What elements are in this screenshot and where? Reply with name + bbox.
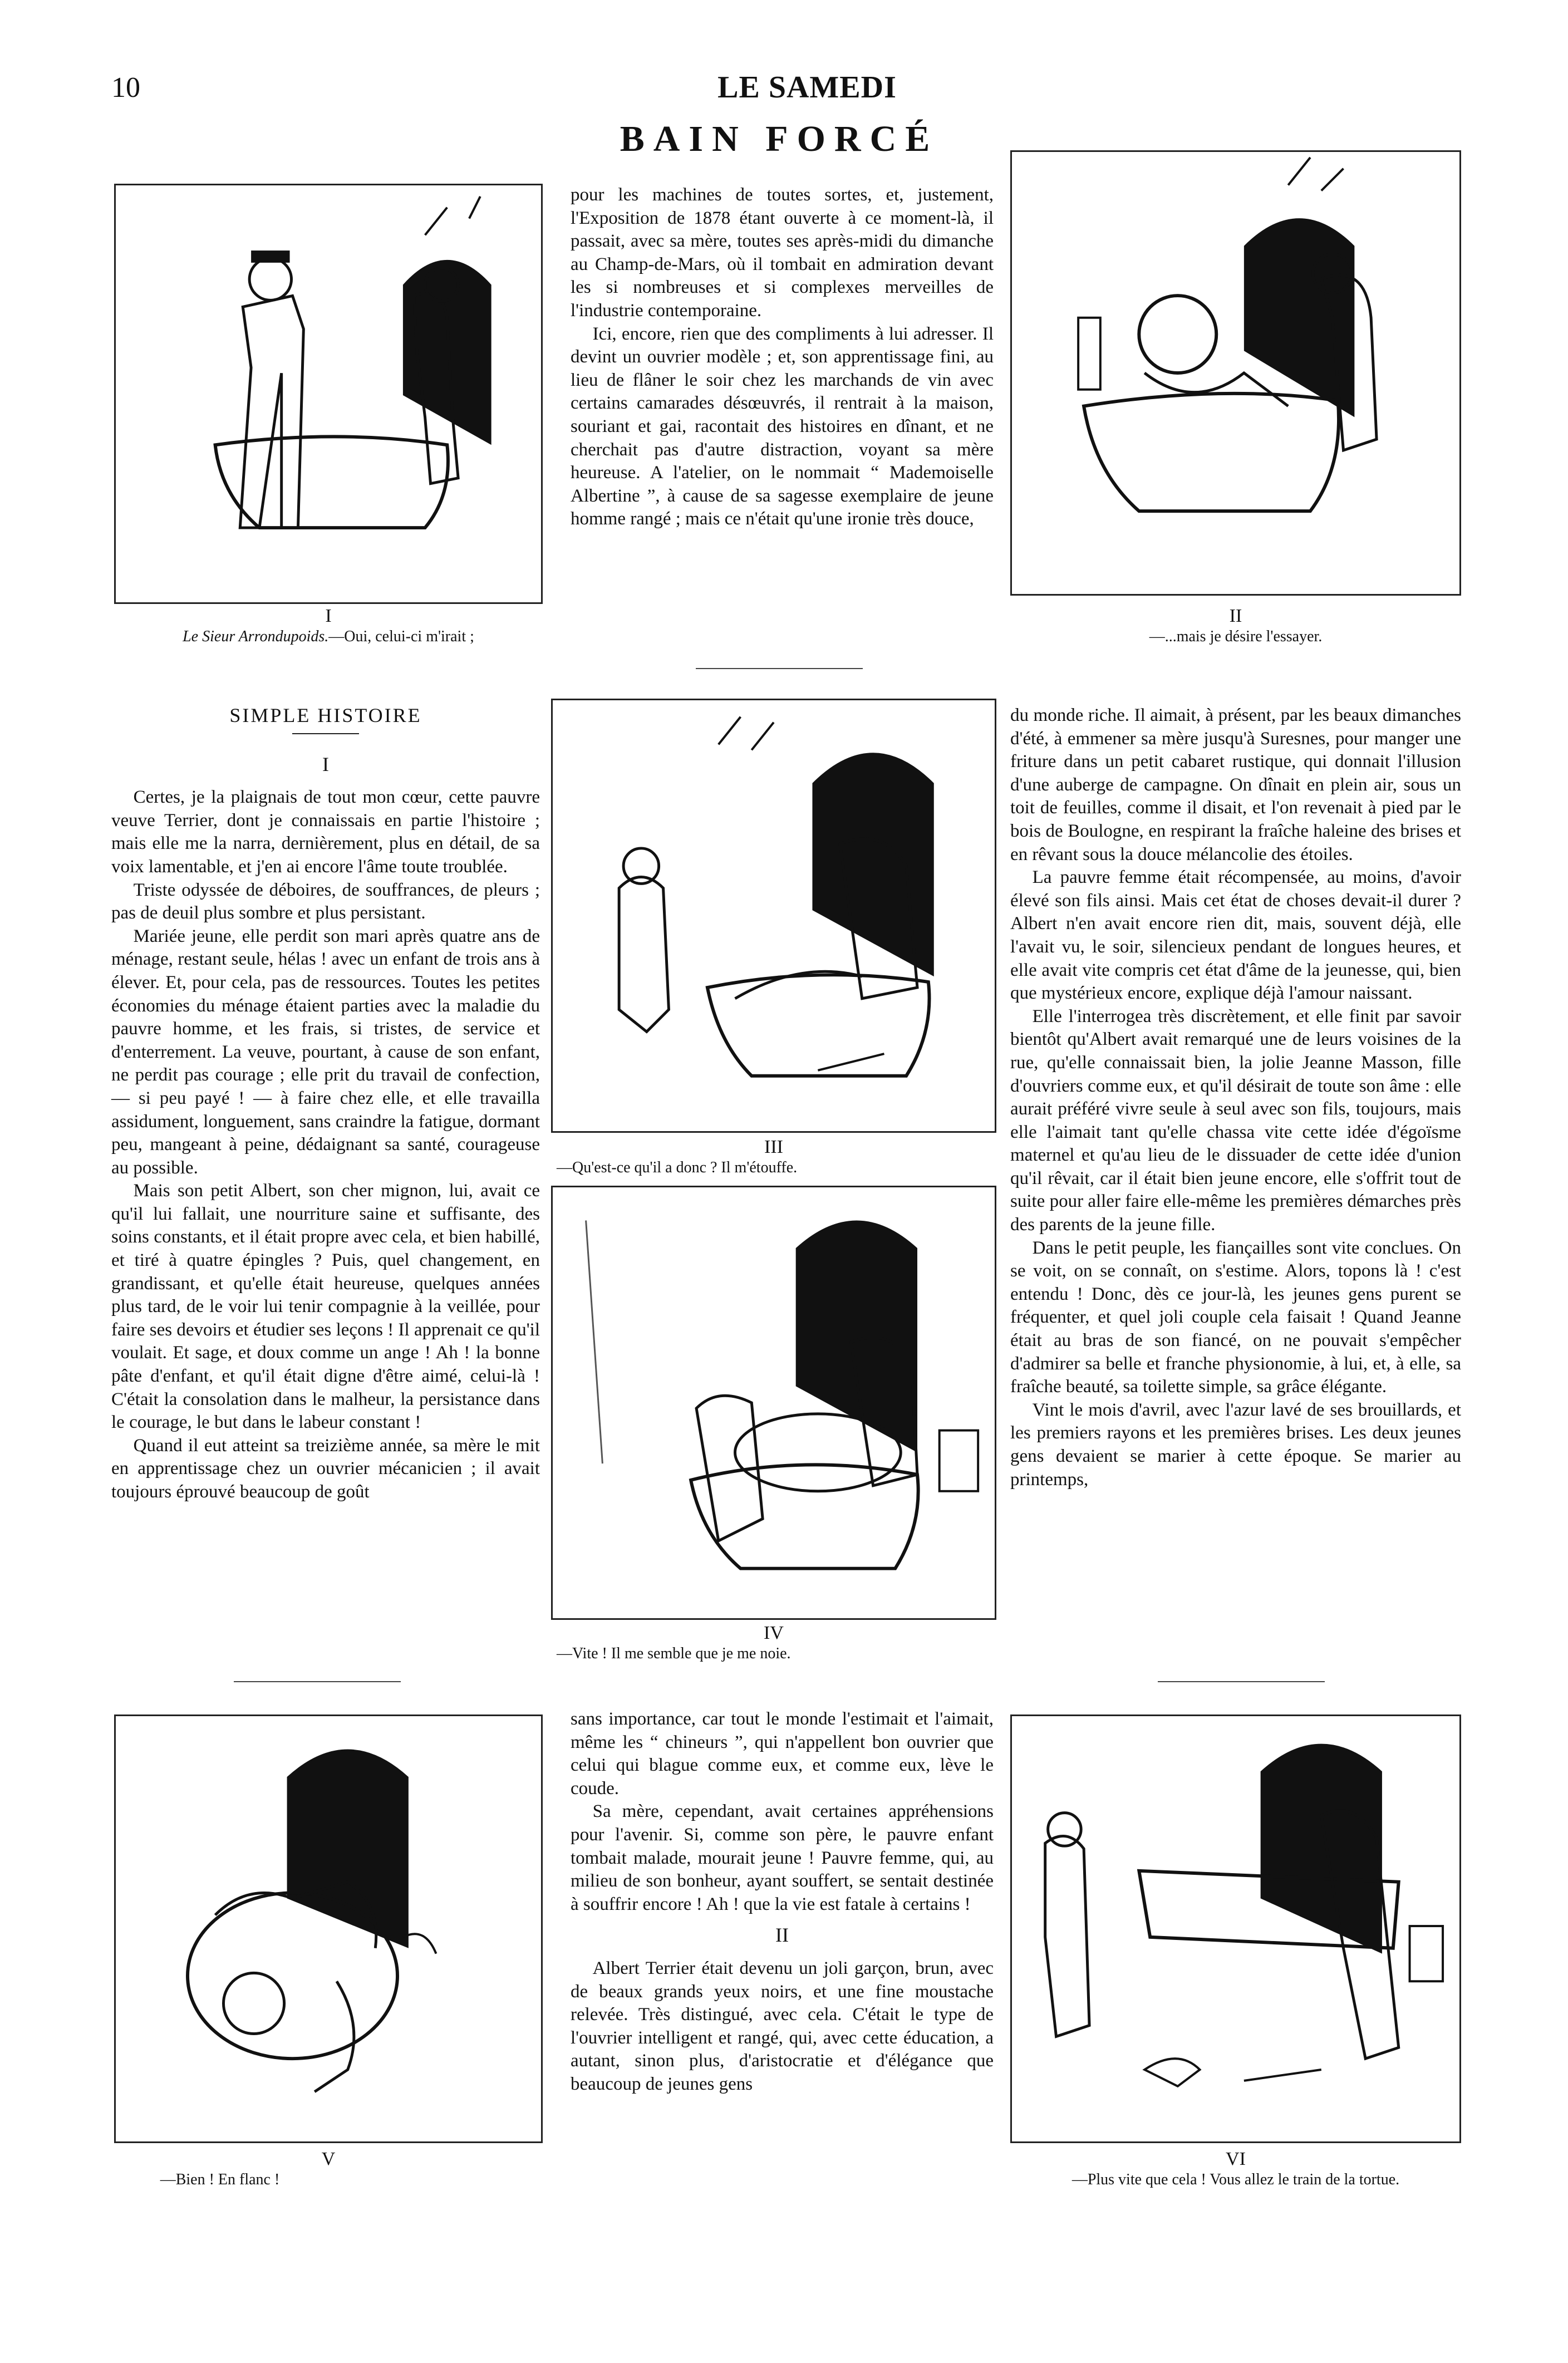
- paragraph: Triste odyssée de déboires, de souffrances, de pleurs ; pas de deuil plus sombre et plus persistant.: [111, 880, 540, 923]
- section-number-2: II: [775, 1924, 789, 1947]
- section-number-1: I: [322, 753, 329, 775]
- story-title: SIMPLE HISTOIRE: [229, 704, 422, 726]
- illustration-panel-4: [551, 1186, 996, 1620]
- panel-4-number: IV: [764, 1623, 784, 1643]
- illustration-panel-2: [1010, 150, 1461, 596]
- paragraph: pour les machines de toutes sortes, et, justement, l'Exposition de 1878 étant ouverte à ce moment-là, il passait, avec sa mère, toutes ses après-midi du dimanche au Champ-de-Mars, où il tombait en admiration devant les si nombreuses et si complexes merveilles de l'industrie contemporaine.: [571, 185, 994, 321]
- paragraph: Albert Terrier était devenu un joli garçon, brun, avec de beaux grands yeux noirs, et une fine moustache relevée. Très distingué, avec cela. C'était le type de l'ouvrier intelligent et rangé, qui, avec cette éducation, a autant, sinon plus, d'aristocratie et d'élégance que beaucoup de jeunes gens: [571, 1958, 994, 2094]
- panel-1-number: I: [325, 606, 332, 626]
- section-rule: [696, 668, 863, 669]
- paragraph: La pauvre femme était récompensée, au moins, d'avoir élevé son fils ainsi. Mais cet état de choses devait-il durer ? Albert n'en avait encore rien dit, mais, souvent déjà, elle l'avait vu, le soir, silencieux pendant de longues heures, et elle avait vite compris cet état d'âme de la jeunesse, qui, bien que mystérieux encore, explique déjà l'amour naissant.: [1010, 867, 1461, 1004]
- panel-2-number: II: [1229, 606, 1242, 626]
- paragraph: Elle l'interrogea très discrètement, et elle finit par savoir bientôt qu'Albert avait remarqué une de leurs voisines de la rue, qu'elle connaissait bien, la jolie Jeanne Masson, fille d'ouvriers comme eux, et qu'il désirait de toute son âme : elle aurait préféré vivre seule à seul avec son fils, toujours, mais elle l'aimait tant qu'elle chassa vite cette idée d'égoïsme maternel et qu'au lieu de le dissuader de cette idée d'union qu'il rêvait, car il était bien jeune encore, elle s'offrit tout de suite pour aller faire elle-même les premières démarches près des parents de la jeune fille.: [1010, 1006, 1461, 1235]
- illustration-panel-6: [1010, 1714, 1461, 2143]
- paragraph: Dans le petit peuple, les fiançailles sont vite conclues. On se voit, on se connaît, on s'estime. Alors, topons là ! c'est entendu ! Donc, dès ce jour-là, les jeunes gens purent se fréquenter, et quel joli couple cela faisait ! Quand Jeanne était au bras de son fiancé, on ne pouvait s'empêcher d'admirer sa belle et franche physionomie, à lui, et, à elle, sa fraîche beauté, sa toilette simple, sa grâce élégante.: [1010, 1237, 1461, 1397]
- panel-3-number: III: [764, 1137, 783, 1157]
- panel-1-caption-line: —Oui, celui-ci m'irait ;: [328, 628, 474, 645]
- illustration-panel-3: [551, 699, 996, 1133]
- paragraph: Quand il eut atteint sa treizième année, sa mère le mit en apprentissage chez un ouvrier mécanicien ; il avait toujours éprouvé beaucoup de goût: [111, 1435, 540, 1502]
- drowning-bath-drawing: [553, 1187, 995, 1618]
- feature-title: BAIN FORCÉ: [620, 119, 939, 159]
- panel-1-caption: [114, 628, 543, 646]
- illustration-panel-5: [114, 1714, 543, 2143]
- panel-5-caption: —Bien ! En flanc !: [160, 2171, 280, 2188]
- section-rule: [234, 1681, 401, 1682]
- paragraph: Certes, je la plaignais de tout mon cœur, cette pauvre veuve Terrier, dont je connaissais en partie l'histoire ; mais elle me la narra, dernièrement, plus en détail, de sa voix lamentable, et j'en ai encore l'âme toute troublée.: [111, 787, 540, 877]
- paragraph: sans importance, car tout le monde l'estimait et l'aimait, même les “ chineurs ”, qui n'appellent bon ouvrier que celui qui blague comme eux, et comme eux, lève le coude.: [571, 1709, 994, 1799]
- panel-5-number: V: [321, 2149, 336, 2169]
- panel-4-caption: —Vite ! Il me semble que je me noie.: [557, 1645, 791, 1662]
- flank-bath-drawing: [116, 1716, 541, 2141]
- section-rule: [1158, 1681, 1325, 1682]
- paragraph: Ici, encore, rien que des compliments à lui adresser. Il devint un ouvrier modèle ; et, son apprentissage fini, au lieu de flâner le soir chez les marchands de vin avec certains camarades désœuvrés, il rentrait à la maison, souriant et gai, racontait des histoires en dînant, et ne cherchait pas d'autre distraction, voyant sa mère heureuse. A l'atelier, on le nommait “ Mademoiselle Albertine ”, à cause de sa sagesse exemplaire de jeune homme rangé ; mais ce n'était qu'une ironie très douce,: [571, 323, 994, 529]
- panel-3-caption: —Qu'est-ce qu'il a donc ? Il m'étouffe.: [557, 1159, 798, 1176]
- stuck-in-bath-drawing: [553, 700, 995, 1131]
- paragraph: Mariée jeune, elle perdit son mari après quatre ans de ménage, restant seule, hélas ! avec un enfant de trois ans à élever. Et, pour cela, pas de ressources. Toutes les petites économies du ménage étaient parties avec la maladie du pauvre homme, et les frais, si tristes, de service et d'enterrement. La veuve, pourtant, à cause de son enfant, ne perdit pas courage ; elle prit du travail de confection, — si peu payé ! — à faire chez elle, et elle travailla assidument, longuement, sans craindre la fatigue, dormant peu, mangeant à peine, dédaignant sa santé, courageuse au possible.: [111, 926, 540, 1178]
- paragraph: Vint le mois d'avril, avec l'azur lavé de ses brouillards, et les premiers rayons et les premières brises. Les deux jeunes gens devaient se marier à cette époque. Se marier au printemps,: [1010, 1399, 1461, 1490]
- panel-1-caption-speaker: Le Sieur Arrondupoids.: [183, 628, 329, 645]
- paragraph: Mais son petit Albert, son cher mignon, lui, avait ce qu'il lui fallait, une nourriture saine et suffisante, des soins constants, et il était propre avec cela, et bien habillé, et tiré à quatre épingles ? Puis, quel changement, en grandissant, et qu'elle était heureuse, quelques années plus tard, de le voir lui tenir compagnie à la veillée, pour faire ses devoirs et étudier ses leçons ! Il apprenait ce qu'il voulait. Et sage, et doux comme un ange ! Ah ! la bonne pâte d'enfant, et qu'il était digne d'être aimé, celui-là ! C'était la consolation dans le malheur, la persistance dans le courage, le but dans le labeur constant !: [111, 1181, 540, 1433]
- page-number: 10: [111, 72, 140, 104]
- carrying-bath-drawing: [1012, 1716, 1459, 2141]
- paragraph: Sa mère, cependant, avait certaines appréhensions pour l'avenir. Si, comme son père, le pauvre enfant tombait malade, mourait jeune ! Pauvre femme, qui, au milieu de son bonheur, ayant souffert, se sentait destinée à souffrir encore ! Ah ! que la vie est fatale à certains !: [571, 1801, 994, 1914]
- panel-6-number: VI: [1226, 2149, 1246, 2169]
- story-left-column: [111, 704, 540, 1504]
- panel-6-caption: —Plus vite que cela ! Vous allez le train de la tortue.: [1071, 2171, 1400, 2188]
- bath-fitting-drawing: [1012, 152, 1459, 594]
- bath-shop-drawing: [116, 185, 541, 602]
- story-bottom-center-column: [571, 1708, 994, 2096]
- running-title: LE SAMEDI: [717, 70, 897, 105]
- story-right-column: [1010, 704, 1461, 1491]
- title-rule: [292, 733, 359, 734]
- panel-2-caption: —...mais je désire l'essayer.: [1149, 628, 1323, 645]
- story-top-center-column: [571, 184, 994, 531]
- paragraph: du monde riche. Il aimait, à présent, par les beaux dimanches d'été, à emmener sa mère jusqu'à Suresnes, pour manger une friture dans un petit cabaret rustique, qui donnait l'illusion d'une auberge de campagne. On dînait en plein air, sous un toit de feuilles, comme il disait, et l'on revenait à pied par le bois de Boulogne, en respirant la fraîche haleine des brises et en rêvant sous la douce mélancolie des étoiles.: [1010, 705, 1461, 864]
- illustration-panel-1: [114, 184, 543, 604]
